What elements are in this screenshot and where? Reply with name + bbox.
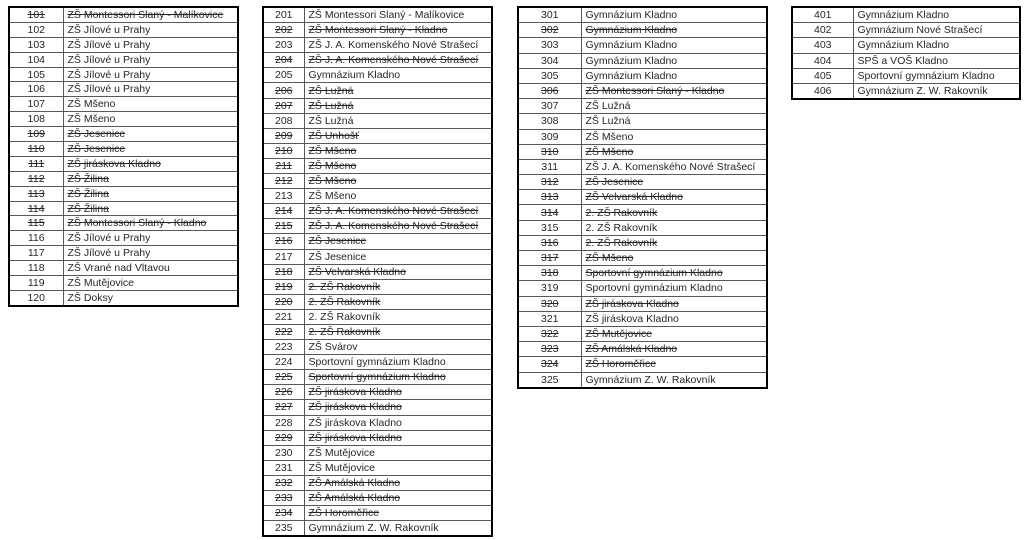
table-row — [263, 38, 492, 53]
school-name: ZŠ Lužná — [304, 98, 492, 113]
row-number: 208 — [263, 113, 304, 128]
school-name: ZŠ J. A. Komenského Nové Strašecí — [304, 219, 492, 234]
table-row — [9, 156, 238, 171]
row-number: 212 — [263, 174, 304, 189]
row-number: 403 — [792, 38, 853, 53]
row-number: 233 — [263, 491, 304, 506]
row-number: 103 — [9, 37, 63, 52]
school-name: ZŠ Jílové u Prahy — [63, 37, 238, 52]
row-number: 406 — [792, 83, 853, 99]
row-number: 228 — [263, 415, 304, 430]
table-row — [9, 186, 238, 201]
row-number: 109 — [9, 127, 63, 142]
school-name: ZŠ Vrané nad Vltavou — [63, 261, 238, 276]
school-name: ZŠ jiráskova Kladno — [63, 156, 238, 171]
row-number: 213 — [263, 189, 304, 204]
school-name: Gymnázium Kladno — [304, 68, 492, 83]
school-name: ZŠ Lužná — [581, 114, 767, 129]
row-number: 404 — [792, 53, 853, 68]
table-row — [792, 68, 1020, 83]
row-number: 104 — [9, 52, 63, 67]
table-row — [9, 97, 238, 112]
table-body — [792, 7, 1020, 99]
school-name: Gymnázium Kladno — [853, 7, 1020, 23]
row-number: 304 — [518, 53, 581, 68]
school-name: ZŠ Mutějovice — [581, 326, 767, 341]
school-name: ZŠ Montessori Slaný - Malíkovice — [304, 7, 492, 23]
table-row — [263, 340, 492, 355]
school-name: Gymnázium Kladno — [581, 68, 767, 83]
school-name: ZŠ Žilina — [63, 201, 238, 216]
table-row — [9, 37, 238, 52]
school-name: ZŠ Montessori Slaný - Kladno — [304, 23, 492, 38]
table-row — [518, 342, 767, 357]
row-number: 216 — [263, 234, 304, 249]
school-name: ZŠ Jílové u Prahy — [63, 52, 238, 67]
school-name: ZŠ Horoměřice — [304, 506, 492, 521]
table-row — [263, 204, 492, 219]
table-row — [518, 175, 767, 190]
row-number: 207 — [263, 98, 304, 113]
table-row — [9, 7, 238, 22]
school-name: Sportovní gymnázium Kladno — [304, 370, 492, 385]
row-number: 105 — [9, 67, 63, 82]
row-number: 223 — [263, 340, 304, 355]
school-name: SPŠ a VOŠ Kladno — [853, 53, 1020, 68]
table-row — [263, 309, 492, 324]
table-row — [263, 475, 492, 490]
row-number: 201 — [263, 7, 304, 23]
school-name: Gymnázium Z. W. Rakovník — [304, 521, 492, 537]
table-row — [9, 67, 238, 82]
school-table-200s — [262, 6, 493, 537]
row-number: 106 — [9, 82, 63, 97]
row-number: 218 — [263, 264, 304, 279]
school-name: ZŠ Mšeno — [304, 174, 492, 189]
table-row — [263, 234, 492, 249]
row-number: 107 — [9, 97, 63, 112]
school-name: ZŠ Žilina — [63, 186, 238, 201]
table-row — [518, 326, 767, 341]
row-number: 225 — [263, 370, 304, 385]
row-number: 310 — [518, 144, 581, 159]
row-number: 101 — [9, 7, 63, 22]
row-number: 205 — [263, 68, 304, 83]
school-name: ZŠ jiráskova Kladno — [581, 296, 767, 311]
table-row — [518, 144, 767, 159]
table-row — [9, 82, 238, 97]
row-number: 120 — [9, 290, 63, 305]
school-name: Sportovní gymnázium Kladno — [853, 68, 1020, 83]
table-row — [9, 52, 238, 67]
row-number: 401 — [792, 7, 853, 23]
table-body — [518, 7, 767, 388]
table-row — [263, 53, 492, 68]
table-row — [518, 311, 767, 326]
school-name: Gymnázium Kladno — [853, 38, 1020, 53]
row-number: 224 — [263, 355, 304, 370]
school-name: ZŠ jiráskova Kladno — [304, 385, 492, 400]
table-row — [9, 112, 238, 127]
table-row — [9, 276, 238, 291]
row-number: 314 — [518, 205, 581, 220]
row-number: 214 — [263, 204, 304, 219]
row-number: 217 — [263, 249, 304, 264]
table-row — [263, 113, 492, 128]
school-name: Gymnázium Z. W. Rakovník — [581, 372, 767, 388]
school-name: ZŠ Jílové u Prahy — [63, 22, 238, 37]
table-row — [518, 281, 767, 296]
school-name: ZŠ Svárov — [304, 340, 492, 355]
table-row — [518, 83, 767, 98]
table-row — [792, 38, 1020, 53]
row-number: 302 — [518, 23, 581, 38]
school-name: 2. ZŠ Rakovník — [581, 220, 767, 235]
table-row — [9, 246, 238, 261]
table-row — [263, 521, 492, 537]
row-number: 114 — [9, 201, 63, 216]
table-row — [9, 127, 238, 142]
row-number: 301 — [518, 7, 581, 23]
table-body — [9, 7, 238, 306]
row-number: 112 — [9, 171, 63, 186]
table-row — [518, 99, 767, 114]
school-name: ZŠ Unhošť — [304, 128, 492, 143]
school-name: ZŠ Mšeno — [581, 129, 767, 144]
school-name: ZŠ Velvarská Kladno — [304, 264, 492, 279]
school-name: ZŠ jiráskova Kladno — [304, 400, 492, 415]
table-row — [792, 7, 1020, 23]
table-row — [9, 290, 238, 305]
table-row — [792, 83, 1020, 99]
school-name: ZŠ Montessori Slaný - Malíkovice — [63, 7, 238, 22]
table-row — [263, 294, 492, 309]
school-name: ZŠ Mšeno — [581, 144, 767, 159]
table-row — [263, 370, 492, 385]
school-name: ZŠ Mutějovice — [304, 445, 492, 460]
row-number: 317 — [518, 251, 581, 266]
table-row — [263, 460, 492, 475]
row-number: 110 — [9, 142, 63, 157]
table-row — [263, 279, 492, 294]
row-number: 316 — [518, 235, 581, 250]
school-name: ZŠ Lužná — [304, 113, 492, 128]
school-name: ZŠ Jesenice — [304, 249, 492, 264]
school-name: ZŠ Jílové u Prahy — [63, 246, 238, 261]
row-number: 319 — [518, 281, 581, 296]
row-number: 313 — [518, 190, 581, 205]
table-row — [518, 38, 767, 53]
school-name: ZŠ Jílové u Prahy — [63, 231, 238, 246]
row-number: 305 — [518, 68, 581, 83]
school-name: ZŠ Amálská Kladno — [581, 342, 767, 357]
school-name: ZŠ Mšeno — [63, 97, 238, 112]
row-number: 209 — [263, 128, 304, 143]
row-number: 221 — [263, 309, 304, 324]
row-number: 211 — [263, 158, 304, 173]
table-row — [263, 158, 492, 173]
school-name: Sportovní gymnázium Kladno — [304, 355, 492, 370]
school-name: ZŠ jiráskova Kladno — [581, 311, 767, 326]
school-name: Gymnázium Z. W. Rakovník — [853, 83, 1020, 99]
table-row — [263, 385, 492, 400]
row-number: 204 — [263, 53, 304, 68]
table-row — [263, 445, 492, 460]
school-name: ZŠ jiráskova Kladno — [304, 415, 492, 430]
row-number: 303 — [518, 38, 581, 53]
table-row — [9, 216, 238, 231]
table-row — [263, 415, 492, 430]
school-name: ZŠ jiráskova Kladno — [304, 430, 492, 445]
row-number: 210 — [263, 143, 304, 158]
school-table-400s — [791, 6, 1021, 100]
row-number: 321 — [518, 311, 581, 326]
row-number: 232 — [263, 475, 304, 490]
table-row — [263, 174, 492, 189]
table-row — [518, 53, 767, 68]
school-name: ZŠ J. A. Komenského Nové Strašecí — [581, 159, 767, 174]
school-name: 2. ZŠ Rakovník — [304, 324, 492, 339]
row-number: 227 — [263, 400, 304, 415]
row-number: 203 — [263, 38, 304, 53]
school-name: ZŠ Mšeno — [304, 143, 492, 158]
school-name: Gymnázium Nové Strašecí — [853, 23, 1020, 38]
table-row — [9, 201, 238, 216]
table-row — [263, 128, 492, 143]
row-number: 308 — [518, 114, 581, 129]
row-number: 222 — [263, 324, 304, 339]
row-number: 322 — [518, 326, 581, 341]
row-number: 219 — [263, 279, 304, 294]
table-row — [518, 251, 767, 266]
row-number: 119 — [9, 276, 63, 291]
row-number: 229 — [263, 430, 304, 445]
row-number: 102 — [9, 22, 63, 37]
table-row — [518, 205, 767, 220]
table-row — [792, 23, 1020, 38]
school-table-100s — [8, 6, 239, 307]
school-name: ZŠ Jesenice — [581, 175, 767, 190]
table-row — [518, 23, 767, 38]
row-number: 108 — [9, 112, 63, 127]
school-name: ZŠ J. A. Komenského Nové Strašecí — [304, 204, 492, 219]
school-name: ZŠ Mšeno — [63, 112, 238, 127]
table-row — [263, 506, 492, 521]
table-row — [263, 219, 492, 234]
table-row — [518, 357, 767, 372]
row-number: 234 — [263, 506, 304, 521]
table-row — [263, 83, 492, 98]
table-row — [263, 491, 492, 506]
row-number: 235 — [263, 521, 304, 537]
table-row — [518, 129, 767, 144]
table-row — [263, 264, 492, 279]
table-row — [263, 249, 492, 264]
school-name: ZŠ Jesenice — [63, 127, 238, 142]
school-name: ZŠ Amálská Kladno — [304, 475, 492, 490]
school-name: ZŠ Jílové u Prahy — [63, 67, 238, 82]
table-row — [518, 68, 767, 83]
row-number: 206 — [263, 83, 304, 98]
row-number: 226 — [263, 385, 304, 400]
school-name: ZŠ Žilina — [63, 171, 238, 186]
table-row — [263, 189, 492, 204]
row-number: 312 — [518, 175, 581, 190]
table-row — [263, 324, 492, 339]
school-name: Sportovní gymnázium Kladno — [581, 281, 767, 296]
table-row — [518, 159, 767, 174]
row-number: 325 — [518, 372, 581, 388]
school-name: ZŠ Lužná — [581, 99, 767, 114]
row-number: 116 — [9, 231, 63, 246]
table-row — [263, 400, 492, 415]
table-row — [9, 231, 238, 246]
table-row — [263, 355, 492, 370]
school-name: ZŠ Jesenice — [63, 142, 238, 157]
table-row — [518, 296, 767, 311]
school-name: 2. ZŠ Rakovník — [581, 205, 767, 220]
row-number: 111 — [9, 156, 63, 171]
table-row — [9, 142, 238, 157]
school-name: ZŠ J. A. Komenského Nové Strašecí — [304, 53, 492, 68]
table-row — [9, 22, 238, 37]
table-row — [263, 430, 492, 445]
table-row — [518, 190, 767, 205]
school-name: ZŠ Jílové u Prahy — [63, 82, 238, 97]
school-name: Gymnázium Kladno — [581, 23, 767, 38]
school-name: ZŠ Horoměřice — [581, 357, 767, 372]
table-row — [9, 261, 238, 276]
row-number: 220 — [263, 294, 304, 309]
row-number: 320 — [518, 296, 581, 311]
school-name: ZŠ Doksy — [63, 290, 238, 305]
table-row — [518, 266, 767, 281]
table-body — [263, 7, 492, 536]
row-number: 202 — [263, 23, 304, 38]
school-name: ZŠ Jesenice — [304, 234, 492, 249]
school-name: ZŠ J. A. Komenského Nové Strašecí — [304, 38, 492, 53]
row-number: 117 — [9, 246, 63, 261]
row-number: 115 — [9, 216, 63, 231]
row-number: 230 — [263, 445, 304, 460]
school-name: 2. ZŠ Rakovník — [304, 309, 492, 324]
table-row — [518, 7, 767, 23]
school-name: ZŠ Montessori Slaný - Kladno — [581, 83, 767, 98]
table-row — [263, 143, 492, 158]
row-number: 318 — [518, 266, 581, 281]
table-row — [518, 372, 767, 388]
row-number: 402 — [792, 23, 853, 38]
row-number: 311 — [518, 159, 581, 174]
school-name: Gymnázium Kladno — [581, 53, 767, 68]
row-number: 315 — [518, 220, 581, 235]
table-row — [263, 7, 492, 23]
school-name: Gymnázium Kladno — [581, 38, 767, 53]
school-name: ZŠ Velvarská Kladno — [581, 190, 767, 205]
row-number: 113 — [9, 186, 63, 201]
table-row — [9, 171, 238, 186]
row-number: 118 — [9, 261, 63, 276]
school-name: ZŠ Mutějovice — [63, 276, 238, 291]
row-number: 231 — [263, 460, 304, 475]
row-number: 307 — [518, 99, 581, 114]
table-row — [792, 53, 1020, 68]
school-name: ZŠ Mšeno — [304, 158, 492, 173]
table-row — [518, 235, 767, 250]
school-name: Sportovní gymnázium Kladno — [581, 266, 767, 281]
table-row — [518, 220, 767, 235]
school-name: 2. ZŠ Rakovník — [304, 279, 492, 294]
school-name: ZŠ Mšeno — [304, 189, 492, 204]
row-number: 323 — [518, 342, 581, 357]
row-number: 215 — [263, 219, 304, 234]
school-name: ZŠ Amálská Kladno — [304, 491, 492, 506]
school-name: 2. ZŠ Rakovník — [304, 294, 492, 309]
school-name: Gymnázium Kladno — [581, 7, 767, 23]
table-row — [263, 68, 492, 83]
school-name: 2. ZŠ Rakovník — [581, 235, 767, 250]
table-row — [518, 114, 767, 129]
school-name: ZŠ Lužná — [304, 83, 492, 98]
school-name: ZŠ Montessori Slaný - Kladno — [63, 216, 238, 231]
row-number: 324 — [518, 357, 581, 372]
row-number: 405 — [792, 68, 853, 83]
row-number: 306 — [518, 83, 581, 98]
table-row — [263, 98, 492, 113]
table-row — [263, 23, 492, 38]
school-table-300s — [517, 6, 768, 389]
school-name: ZŠ Mutějovice — [304, 460, 492, 475]
school-name: ZŠ Mšeno — [581, 251, 767, 266]
row-number: 309 — [518, 129, 581, 144]
